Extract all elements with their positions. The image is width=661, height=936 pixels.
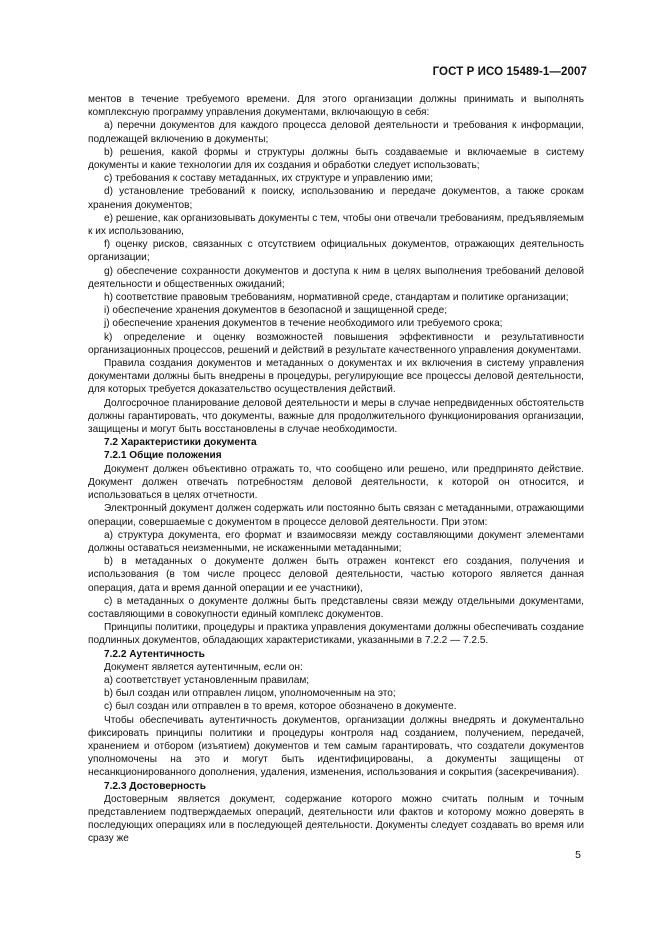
section-heading-7-2-1: 7.2.1 Общие положения <box>104 450 222 462</box>
list-item: b) в метаданных о документе должен быть отражен контекст его создания, получения и использования (в том числе процесс деловой деятельности, частью которого является данная операция, дата и время данной операции и ее участники), <box>88 556 584 594</box>
list-item: c) был создан или отправлен в то время, которое обозначено в документе. <box>104 701 457 713</box>
paragraph: Правила создания документов и метаданных о документах и их включения в систему управления документами должны быть внедрены в процедуры, регулирующие все процессы деловой деятельности, для которых требуется доказательство осуществления действий. <box>88 358 584 396</box>
list-item: j) обеспечение хранения документов в течение необходимого или требуемого срока; <box>104 318 503 330</box>
list-item: i) обеспечение хранения документов в безопасной и защищенной среде; <box>104 305 448 317</box>
list-item: b) был создан или отправлен лицом, уполномоченным на это; <box>104 688 396 700</box>
list-item: c) требования к составу метаданных, их структуре и управлению ими; <box>104 173 434 185</box>
standard-code-header: ГОСТ Р ИСО 15489-1—2007 <box>432 66 587 78</box>
paragraph: Долгосрочное планирование деловой деятельности и меры в случае непредвиденных обстоятельств должны гарантировать, что документы, важные для продолжительного функционирования организации, защищены и могут быть восстановлены в случае необходимости. <box>88 397 584 436</box>
paragraph: Принципы политики, процедуры и практика управления документами должны обеспечивать создание подлинных документов, обладающих характеристиками, указанными в 7.2.2 — 7.2.5. <box>88 622 584 647</box>
section-heading-7-2: 7.2 Характеристики документа <box>104 437 257 449</box>
document-body <box>88 93 584 846</box>
list-item: e) решение, как организовывать документы с тем, чтобы они отвечали требованиям, предъявляемым к их использованию, <box>88 212 584 238</box>
list-item: d) установление требований к поиску, использованию и передаче документов, а также срокам хранения документов; <box>88 186 584 211</box>
list-item: f) оценку рисков, связанных с отсутствием официальных документов, отражающих деятельность организации; <box>88 239 584 264</box>
paragraph: Чтобы обеспечивать аутентичность документов, организации должны внедрять и документально фиксировать принципы политики и процедуры контроля над созданием, получением, передачей, хранением и отбором (изъятием) документов и тем самым гарантировать, что создатели документов уполномочены на это и могут быть идентифицированы, а документы защищены от несанкционированного дополнения, удаления, изменения, использования и сокрытия (засекречивания). <box>88 714 584 779</box>
paragraph: Документ должен объективно отражать то, что сообщено или решено, или предпринято действие. Документ должен отвечать потребностям деловой деятельности, к которой он относится, и использоваться в целях отчетности. <box>88 463 584 502</box>
list-item: a) перечни документов для каждого процесса деловой деятельности и требования к информации, подлежащей включению в документы; <box>88 120 584 145</box>
section-heading-7-2-2: 7.2.2 Аутентичность <box>104 648 205 660</box>
list-item: c) в метаданных о документе должны быть представлены связи между отдельными документами, составляющими в совокупности единый комплекс документов. <box>88 595 584 620</box>
list-item: g) обеспечение сохранности документов и доступа к ним в целях выполнения требований деловой деятельности и общественных ожиданий; <box>88 265 584 290</box>
paragraph: ментов в течение требуемого времени. Для этого организации должны принимать и выполнять комплексную программу управления документами, включающую в себя: <box>88 94 584 119</box>
paragraph: Электронный документ должен содержать или постоянно быть связан с метаданными, отражающими операции, совершаемые с документом в процессе деловой деятельности. При этом: <box>88 503 584 528</box>
section-heading-7-2-3: 7.2.3 Достоверность <box>104 780 206 792</box>
list-item: b) решения, какой формы и структуры должны быть создаваемые и включаемые в систему документы и какие технологии для их создания и обработки следует использовать; <box>88 146 584 172</box>
list-item: a) структура документа, его формат и взаимосвязи между составляющими документ элементами должны оставаться неизменными, не искаженными метаданными; <box>88 529 584 554</box>
paragraph: Достоверным является документ, содержание которого можно считать полным и точным представлением подтверждаемых операций, деятельности или фактов и которому можно доверять в последующих операциях или в последующей деятельности. Документы следует создавать во время или сразу же <box>88 793 584 845</box>
paragraph: Документ является аутентичным, если он: <box>104 661 303 673</box>
list-item: a) соответствует установленным правилам; <box>104 674 310 686</box>
page-number: 5 <box>575 849 581 861</box>
list-item: h) соответствие правовым требованиям, нормативной среде, стандартам и политике организации; <box>104 292 569 304</box>
list-item: k) определение и оценку возможностей повышения эффективности и результативности организационных процессов, решений и действий в результате качественного управления документами. <box>88 331 584 356</box>
